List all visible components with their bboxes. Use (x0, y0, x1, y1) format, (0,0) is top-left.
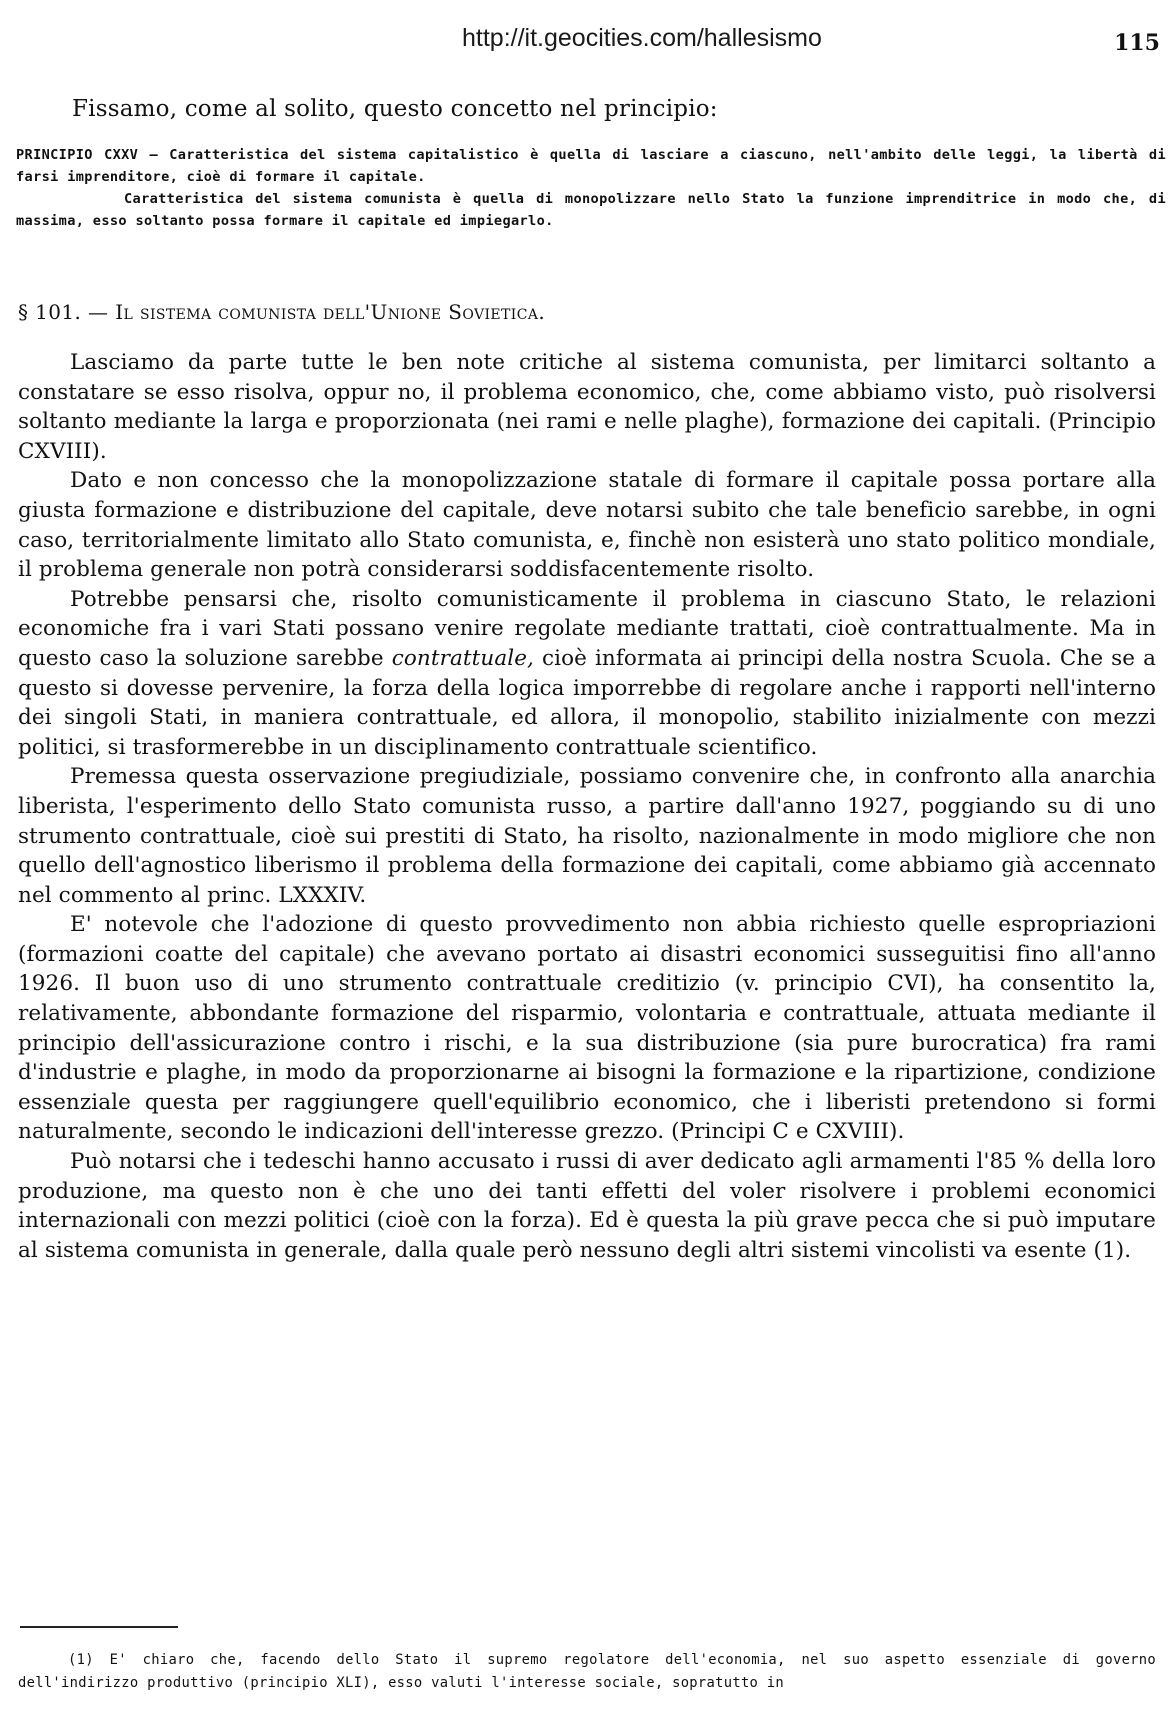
intro-sentence: Fissamo, come al solito, questo concetto nel principio: (72, 96, 718, 122)
paragraph-6: Può notarsi che i tedeschi hanno accusato i russi di aver dedicato agli armamenti l'85 % della loro produzione, ma questo non è che uno dei tanti effetti del voler risolvere i problemi economici internazionali con mezzi politici (cioè con la forza). Ed è questa la più grave pecca che si può imputare al sistema comunista in generale, dalla quale però nessuno degli altri sistemi vincolisti va esente (1). (18, 1149, 1156, 1263)
paragraph-4: Premessa questa osservazione pregiudiziale, possiamo convenire che, in confronto alla anarchia liberista, l'esperimento dello Stato comunista russo, a partire dall'anno 1927, poggiando su di uno strumento contrattuale, cioè sui prestiti di Stato, ha risolto, nazionalmente in modo migliore che non quello dell'agnostico liberismo il problema della formazione dei capitali, come abbiamo già accennato nel commento al princ. LXXXIV. (18, 764, 1156, 908)
header-url: http://it.geocities.com/hallesismo (462, 24, 822, 52)
paragraph-3 (18, 585, 1156, 763)
footnote-divider (20, 1626, 178, 1628)
paragraph-1: Lasciamo da parte tutte le ben note critiche al sistema comunista, per limitarci soltanto a constatare se esso risolva, oppur no, il problema economico, che, come abbiamo visto, può risolversi soltanto mediante la larga e proporzionata (nei rami e nelle plaghe), formazione dei capitali. (Principio CXVIII). (18, 350, 1156, 464)
body-text (18, 348, 1156, 1265)
principle-paragraph-1 (16, 144, 1166, 188)
paragraph-3-part-1: Potrebbe pensarsi che, risolto comunisticamente il problema in ciascuno Stato, le relazioni economiche fra i vari Stati possano venire regolate mediante trattati, cioè contrattualmente. Ma in questo caso la soluzione sarebbe (18, 586, 1156, 671)
section-heading (18, 300, 545, 324)
principle-text-1: — Caratteristica del sistema capitalistico è quella di lasciare a ciascuno, nell'ambito delle leggi, la libertà di farsi imprenditore, cioè di formare il capitale. (16, 147, 1166, 185)
principle-paragraph-2: Caratteristica del sistema comunista è quella di monopolizzare nello Stato la funzione imprenditrice in modo che, di massima, esso soltanto possa formare il capitale ed impiegarlo. (16, 191, 1166, 229)
paragraph-2: Dato e non concesso che la monopolizzazione statale di formare il capitale possa portare alla giusta formazione e distribuzione del capitale, deve notarsi subito che tale beneficio sarebbe, in ogni caso, territorialmente limitato allo Stato comunista, e, finchè non esisterà uno stato politico mondiale, il problema generale non potrà considerarsi soddisfacentemente risolto. (18, 468, 1156, 583)
section-number: § 101. — (18, 300, 109, 324)
principle-block (16, 144, 1166, 232)
paragraph-3-emphasis: contrattuale, (391, 645, 534, 671)
page-number: 115 (1114, 30, 1160, 56)
paragraph-5: E' notevole che l'adozione di questo provvedimento non abbia richiesto quelle espropriazioni (formazioni coatte del capitale) che avevano portato ai disastri economici susseguitisi fino all'anno 1926. Il buon uso di uno strumento contrattuale creditizio (v. principio CVI), ha consentito la, relativamente, abbondante formazione del risparmio, volontaria e contrattuale, attuata mediante il principio dell'assicurazione contro i rischi, e la sua distribuzione (sia pure burocratica) fra rami d'industrie e plaghe, in modo da proporzionarne ai bisogni la formazione e la ripartizione, condizione essenziale questa per raggiungere quell'equilibrio economico, che i liberisti pretendono si formi naturalmente, secondo le indicazioni dell'interesse grezzo. (Principi C e CXVIII). (18, 912, 1156, 1145)
paragraph-3-part-2: cioè informata ai principi della nostra Scuola. Che se a questo si dovesse pervenire, la forza della logica imporrebbe di regolare anche i rapporti nell'interno dei singoli Stati, in maniera contrattuale, ed allora, il monopolio, stabilito inizialmente con mezzi politici, si trasformerebbe in un disciplinamento contrattuale scientifico. (18, 645, 1156, 760)
principle-title: PRINCIPIO CXXV (16, 147, 139, 163)
footnote (18, 1649, 1156, 1695)
section-title: Il sistema comunista dell'Unione Sovietica. (115, 300, 546, 324)
footnote-text: (1) E' chiaro che, facendo dello Stato il supremo regolatore dell'economia, nel suo aspetto essenziale di governo dell'indirizzo produttivo (principio XLI), esso valuti l'interesse sociale, sopratutto in (18, 1652, 1156, 1691)
